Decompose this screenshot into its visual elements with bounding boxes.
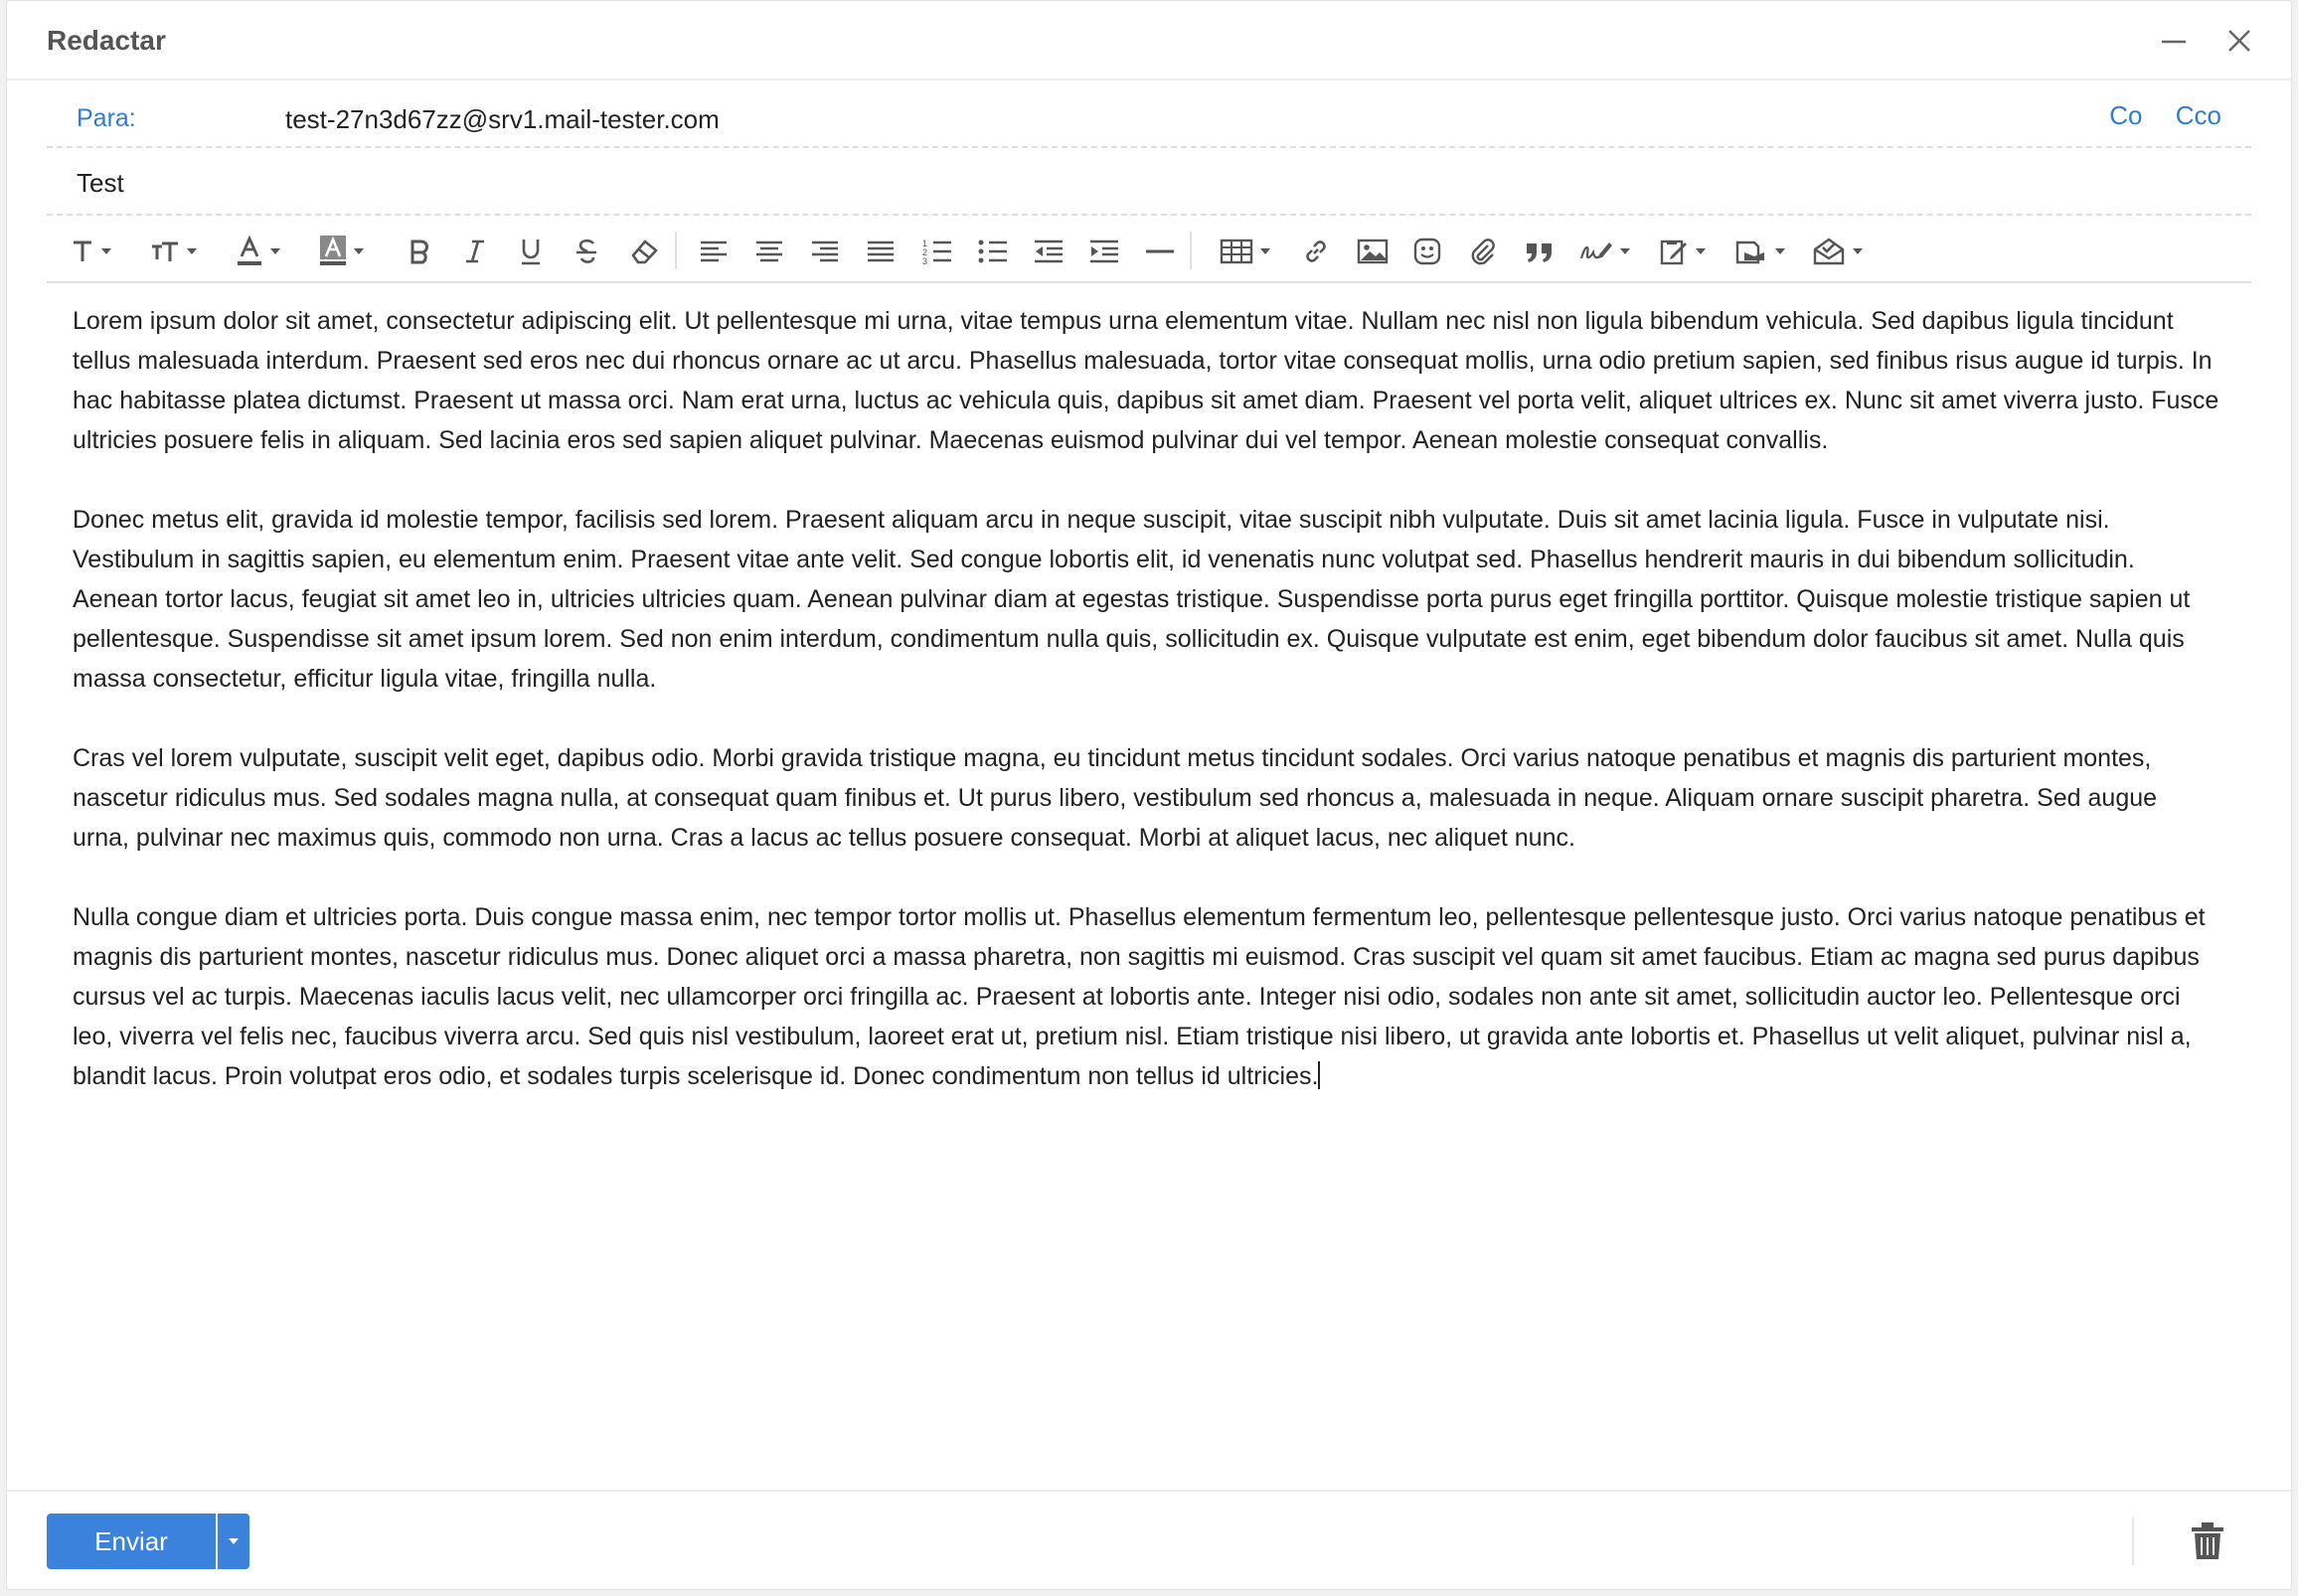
formatting-toolbar <box>47 218 2251 283</box>
chevron-down-icon <box>186 247 198 255</box>
body-paragraph: Lorem ipsum dolor sit amet, consectetur adipiscing elit. Ut pellentesque mi urna, vitae tempus urna elementum vitae. Nullam nec nisl non ligula bibendum vehicula. Sed dapibus ligula tincidunt tellus malesuada interdum. Praesent sed eros nec dui rhoncus ornare ac ut arcu. Phasellus malesuada, tortor vitae consequat mollis, urna odio pretium sapien, sed finibus risus augue id turpis. In hac habitasse platea dictumst. Praesent ut massa orci. Nam erat urna, luctus ac vehicula quis, dapibus sit amet diam. Praesent vel porta velit, aliquet ultrices ex. Nunc sit amet viverra justo. Fusce ultricies posuere felis in aliquam. Sed lacinia eros sed sapien aliquet pulvinar. Maecenas euismod pulvinar dui vel tempor. Aenean molestie consequat convallis. <box>73 307 2219 454</box>
font-size-button[interactable] <box>150 230 198 273</box>
footer-divider <box>2132 1517 2134 1565</box>
send-button[interactable]: Enviar <box>47 1514 216 1569</box>
clear-format-button[interactable] <box>629 230 659 273</box>
message-body[interactable] <box>73 301 2219 1136</box>
compose-footer <box>7 1490 2291 1589</box>
window-title: Redactar <box>47 25 166 56</box>
template-button[interactable] <box>1659 230 1707 273</box>
compose-window <box>6 0 2292 1590</box>
underline-button[interactable] <box>518 230 544 273</box>
request-receipt-button[interactable] <box>1734 230 1786 273</box>
cc-links <box>2083 100 2221 131</box>
chevron-down-icon <box>1619 247 1631 255</box>
send-options-button[interactable] <box>218 1514 249 1569</box>
strikethrough-button[interactable] <box>574 230 599 273</box>
minimize-button[interactable] <box>2154 21 2194 61</box>
chevron-down-icon <box>228 1537 240 1545</box>
highlight-color-button[interactable] <box>319 230 365 273</box>
bcc-link[interactable]: Cco <box>2175 100 2221 130</box>
svg-text:2: 2 <box>922 247 928 257</box>
discard-button[interactable] <box>2190 1521 2225 1566</box>
align-left-icon <box>699 238 729 265</box>
align-left-button[interactable] <box>699 230 729 273</box>
align-center-icon <box>754 238 784 265</box>
image-button[interactable] <box>1357 230 1389 273</box>
emoji-icon <box>1412 237 1442 266</box>
table-button[interactable] <box>1220 230 1271 273</box>
read-receipt-icon <box>1812 237 1846 266</box>
font-family-icon <box>71 238 94 265</box>
outdent-icon <box>1033 238 1065 265</box>
italic-icon <box>462 238 488 265</box>
text-cursor <box>1318 1061 1320 1089</box>
template-icon <box>1659 237 1689 266</box>
bold-icon <box>407 238 432 265</box>
toolbar-divider <box>1190 232 1192 269</box>
subject-row <box>47 150 2251 216</box>
text-color-button[interactable] <box>236 230 281 273</box>
highlight-color-icon <box>319 236 347 267</box>
bold-button[interactable] <box>407 230 432 273</box>
attachment-icon <box>1468 237 1498 266</box>
toolbar-divider <box>675 232 677 269</box>
quote-icon <box>1524 238 1556 265</box>
horizontal-rule-icon <box>1144 238 1176 265</box>
to-field[interactable]: test-27n3d67zz@srv1.mail-tester.com <box>285 104 720 134</box>
indent-icon <box>1088 238 1120 265</box>
image-icon <box>1357 238 1389 265</box>
body-paragraph: Donec metus elit, gravida id molestie tempor, facilisis sed lorem. Praesent aliquam arcu in neque suscipit, vitae suscipit nibh vulputate. Duis sit amet lacinia ligula. Fusce in vulputate nisi. Vestibulum in sagittis sapien, eu elementum enim. Praesent vitae ante velit. Sed congue lobortis elit, id venenatis nunc volutpat sed. Phasellus hendrerit mauris in dui bibendum sollicitudin. Aenean tortor lacus, feugiat sit amet leo in, ultricies ultricies quam. Aenean pulvinar diam at egestas tristique. Suspendisse porta purus eget fringilla porttitor. Quisque molestie tristique sapien ut pellentesque. Suspendisse sit amet ipsum lorem. Sed non enim interdum, condimentum nulla quis, sollicitudin ex. Quisque vulputate est enim, eget bibendum dolor faucibus sit amet. Nulla quis massa consectetur, efficitur ligula vitae, fringilla nulla. <box>73 506 2191 693</box>
indent-button[interactable] <box>1088 230 1120 273</box>
clear-format-icon <box>629 238 659 265</box>
table-icon <box>1220 238 1253 265</box>
signature-button[interactable] <box>1579 230 1631 273</box>
subject-field[interactable]: Test <box>77 168 124 198</box>
close-icon <box>2219 21 2259 61</box>
request-receipt-icon <box>1734 237 1768 266</box>
body-paragraph-text: Nulla congue diam et ultricies porta. Duis congue massa enim, nec tempor tortor mollis ut. Phasellus elementum fermentum leo, pellentesque pellentesque justo. Orci varius natoque penatibus et magnis dis parturient montes, nascetur ridiculus mus. Donec aliquet orci a massa pharetra, non sagittis mi euismod. Cras suscipit vel quam sit amet faucibus. Etiam ac magna sed purus dapibus cursus vel ac turpis. Maecenas iaculis lacus velit, nec ullamcorper orci fringilla ac. Praesent at lobortis ante. Integer nisi odio, sodales non ante sit amet, sollicitudin auctor leo. Pellentesque orci leo, viverra vel felis nec, faucibus viverra arcu. Sed quis nisl vestibulum, laoreet erat ut, pretium nisl. Etiam tristique nisi libero, ut gravida ante lobortis et. Phasellus ut velit aliquet, pulvinar nisl a, blandit lacus. Proin volutpat eros odio, et sodales turpis scelerisque id. Donec condimentum non tellus id ultricies. <box>73 903 2206 1090</box>
chevron-down-icon <box>1695 247 1707 255</box>
font-size-icon <box>150 238 180 265</box>
outdent-button[interactable] <box>1033 230 1065 273</box>
recipients-row <box>47 82 2251 148</box>
align-center-button[interactable] <box>754 230 784 273</box>
minimize-icon <box>2154 21 2194 61</box>
font-family-button[interactable] <box>71 230 112 273</box>
cc-link[interactable]: Co <box>2109 100 2143 130</box>
unordered-list-button[interactable] <box>977 230 1009 273</box>
underline-icon <box>518 237 544 266</box>
align-right-button[interactable] <box>810 230 840 273</box>
body-paragraph: Cras vel lorem vulputate, suscipit velit eget, dapibus odio. Morbi gravida tristique magna, eu tincidunt metus tincidunt sodales. Orci varius natoque penatibus et magnis dis parturient montes, nascetur ridiculus mus. Sed sodales magna nulla, at consequat quam finibus et. Ut purus libero, vestibulum sed rhoncus a, malesuada in neque. Aliquam ornare suscipit pharetra. Sed augue urna, pulvinar nec maximus quis, commodo non urna. Cras a lacus ac tellus posuere consequat. Morbi at aliquet lacus, nec aliquet nunc. <box>73 744 2158 852</box>
chevron-down-icon <box>1259 247 1271 255</box>
ordered-list-icon <box>921 237 953 266</box>
chevron-down-icon <box>1774 247 1786 255</box>
close-button[interactable] <box>2219 21 2259 61</box>
signature-icon <box>1579 237 1613 266</box>
svg-text:1: 1 <box>922 239 928 248</box>
link-button[interactable] <box>1301 230 1331 273</box>
link-icon <box>1301 237 1331 266</box>
chevron-down-icon <box>353 247 365 255</box>
chevron-down-icon <box>100 247 112 255</box>
emoji-button[interactable] <box>1412 230 1442 273</box>
italic-button[interactable] <box>462 230 488 273</box>
title-bar <box>7 1 2291 80</box>
chevron-down-icon <box>1852 247 1864 255</box>
justify-button[interactable] <box>866 230 896 273</box>
strikethrough-icon <box>574 238 599 265</box>
align-right-icon <box>810 238 840 265</box>
body-paragraph-last <box>73 897 2219 1096</box>
text-color-icon <box>236 236 263 267</box>
attachment-button[interactable] <box>1468 230 1498 273</box>
justify-icon <box>866 238 896 265</box>
to-label[interactable]: Para: <box>77 104 136 132</box>
quote-button[interactable] <box>1524 230 1556 273</box>
read-receipt-button[interactable] <box>1812 230 1864 273</box>
unordered-list-icon <box>977 237 1009 266</box>
horizontal-rule-button[interactable] <box>1144 230 1176 273</box>
ordered-list-button[interactable] <box>921 230 953 273</box>
svg-text:3: 3 <box>922 256 928 266</box>
trash-icon <box>2190 1521 2225 1561</box>
chevron-down-icon <box>269 247 281 255</box>
